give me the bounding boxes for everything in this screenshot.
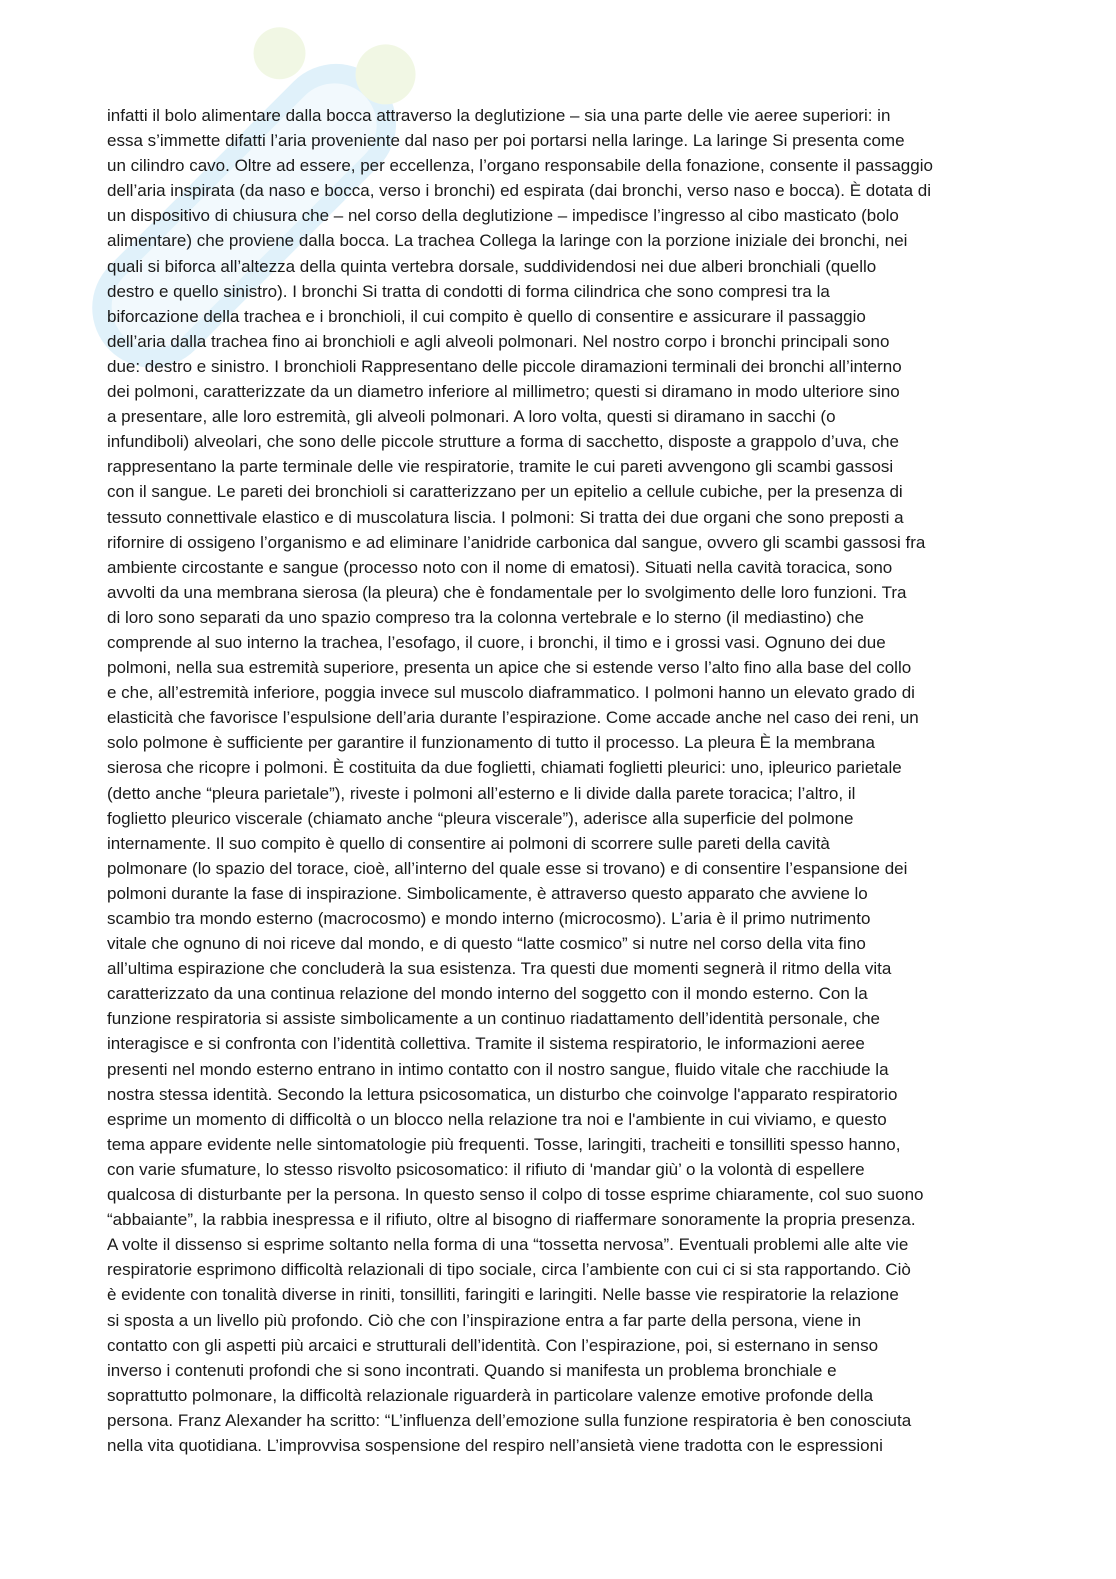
text-line: esprime un momento di difficoltà o un blocco nella relazione tra noi e l'ambiente in cui viviamo, e questo	[107, 1109, 887, 1129]
text-line: qualcosa di disturbante per la persona. In questo senso il colpo di tosse esprime chiaramente, col suo suono	[107, 1185, 924, 1205]
text-line: funzione respiratoria si assiste simbolicamente a un continuo riadattamento dell’identità personale, che	[107, 1009, 880, 1029]
text-line: caratterizzato da una continua relazione del mondo interno del soggetto con il mondo esterno. Con la	[107, 984, 868, 1004]
text-line: elasticità che favorisce l’espulsione dell’aria durante l’espirazione. Come accade anche nel caso dei reni, un	[107, 708, 919, 728]
text-line: A volte il dissenso si esprime soltanto nella forma di una “tossetta nervosa”. Eventuali problemi alle alte vie	[107, 1235, 909, 1255]
text-line: infundiboli) alveolari, che sono delle piccole strutture a forma di sacchetto, disposte a grappolo d’uva, che	[107, 432, 899, 452]
text-line: nostra stessa identità. Secondo la lettura psicosomatica, un disturbo che coinvolge l'apparato respiratorio	[107, 1084, 898, 1104]
text-line: polmoni, nella sua estremità superiore, presenta un apice che si estende verso l’alto fino alla base del collo	[107, 658, 912, 678]
text-line: rappresentano la parte terminale delle vie respiratorie, tramite le cui pareti avvengono gli scambi gassosi	[107, 457, 894, 477]
text-line: persona. Franz Alexander ha scritto: “L’influenza dell’emozione sulla funzione respiratoria è ben conosciuta	[107, 1410, 912, 1430]
text-line: ambiente circostante e sangue (processo noto con il nome di ematosi). Situati nella cavità toracica, sono	[107, 557, 893, 577]
text-line: rifornire di ossigeno l’organismo e ad eliminare l’anidride carbonica dal sangue, ovvero gli scambi gassosi fra	[107, 532, 926, 552]
text-line: infatti il bolo alimentare dalla bocca attraverso la deglutizione – sia una parte delle vie aeree superiori: in	[107, 106, 891, 125]
text-line: soprattutto polmonare, la difficoltà relazionale riguarderà in particolare valenze emotive profonde della	[107, 1385, 874, 1405]
text-line: a presentare, alle loro estremità, gli alveoli polmonari. A loro volta, questi si diramano in sacchi (o	[107, 407, 836, 427]
text-line: respiratorie esprimono difficoltà relazionali di tipo sociale, circa l’ambiente con cui ci si sta rapportando. Ciò	[107, 1260, 911, 1280]
text-line: un dispositivo di chiusura che – nel corso della deglutizione – impedisce l’ingresso al cibo masticato (bolo	[107, 206, 899, 226]
text-line: dell’aria dalla trachea fino ai bronchioli e agli alveoli polmonari. Nel nostro corpo i bronchi principali sono	[107, 331, 890, 351]
text-line: polmonare (lo spazio del torace, cioè, all’interno del quale esse si trovano) e di consentire l’espansione dei	[107, 858, 908, 878]
text-line: inverso i contenuti profondi che si sono incontrati. Quando si manifesta un problema bronchiale e	[107, 1360, 837, 1380]
document-body	[107, 103, 1009, 1503]
text-line: internamente. Il suo compito è quello di consentire ai polmoni di scorrere sulle pareti della cavità	[107, 833, 830, 853]
text-line: (detto anche “pleura parietale”), riveste i polmoni all’esterno e li divide dalla parete toracica; l’altro, il	[107, 783, 856, 803]
text-line: comprende al suo interno la trachea, l’esofago, il cuore, i bronchi, il timo e i grossi vasi. Ognuno dei due	[107, 632, 886, 652]
text-line: foglietto pleurico viscerale (chiamato anche “pleura viscerale”), aderisce alla superficie del polmone	[107, 808, 854, 828]
text-line: e che, all’estremità inferiore, poggia invece sul muscolo diaframmatico. I polmoni hanno un elevato grado di	[107, 683, 915, 703]
text-line: tema appare evidente nelle sintomatologie più frequenti. Tosse, laringiti, tracheiti e tonsilliti spesso hanno,	[107, 1134, 901, 1154]
text-line: con il sangue. Le pareti dei bronchioli si caratterizzano per un epitelio a cellule cubiche, per la presenza di	[107, 482, 903, 502]
text-line: si sposta a un livello più profondo. Ciò che con l’inspirazione entra a far parte della persona, viene in	[107, 1310, 862, 1330]
text-line: dei polmoni, caratterizzate da un diametro inferiore al millimetro; questi si diramano in modo ulteriore sino	[107, 382, 900, 402]
text-line: all’ultima espirazione che concluderà la sua esistenza. Tra questi due momenti segnerà il ritmo della vita	[107, 959, 892, 979]
text-line: “abbaiante”, la rabbia inespressa e il rifiuto, oltre al bisogno di riaffermare sonoramente la propria presenza.	[107, 1210, 916, 1230]
text-line: essa s’immette difatti l’aria proveniente dal naso per poi portarsi nella laringe. La laringe Si presenta come	[107, 131, 905, 151]
text-line: solo polmone è sufficiente per garantire il funzionamento di tutto il processo. La pleura È la membrana	[107, 733, 875, 753]
text-line: di loro sono separati da uno spazio compreso tra la colonna vertebrale e lo sterno (il mediastino) che	[107, 607, 864, 627]
text-line: polmoni durante la fase di inspirazione. Simbolicamente, è attraverso questo apparato che avviene lo	[107, 883, 868, 903]
text-line: nella vita quotidiana. L’improvvisa sospensione del respiro nell’ansietà viene tradotta con le espressioni	[107, 1435, 883, 1455]
text-line: vitale che ognuno di noi riceve dal mondo, e di questo “latte cosmico” si nutre nel corso della vita fino	[107, 934, 866, 954]
text-line: quali si biforca all’altezza della quinta vertebra dorsale, suddividendosi nei due alberi bronchiali (quello	[107, 256, 877, 276]
text-line: interagisce e si confronta con l’identità collettiva. Tramite il sistema respiratorio, le informazioni aeree	[107, 1034, 865, 1054]
text-line: avvolti da una membrana sierosa (la pleura) che è fondamentale per lo svolgimento delle loro funzioni. Tra	[107, 582, 907, 602]
text-line: destro e quello sinistro). I bronchi Si tratta di condotti di forma cilindrica che sono compresi tra la	[107, 281, 830, 301]
text-line: due: destro e sinistro. I bronchioli Rappresentano delle piccole diramazioni terminali dei bronchi all’interno	[107, 356, 902, 376]
text-line: alimentare) che proviene dalla bocca. La trachea Collega la laringe con la porzione iniziale dei bronchi, nei	[107, 231, 908, 251]
text-line: tessuto connettivale elastico e di muscolatura liscia. I polmoni: Si tratta dei due organi che sono preposti a	[107, 507, 904, 527]
text-line: scambio tra mondo esterno (macrocosmo) e mondo interno (microcosmo). L’aria è il primo nutrimento	[107, 909, 871, 928]
text-line: con varie sfumature, lo stesso risvolto psicosomatico: il rifiuto di 'mandar giù’ o la volontà di espellere	[107, 1159, 865, 1179]
text-line: presenti nel mondo esterno entrano in intimo contatto con il nostro sangue, fluido vitale che racchiude la	[107, 1059, 889, 1079]
text-line: dell’aria inspirata (da naso e bocca, verso i bronchi) ed espirata (dai bronchi, verso naso e bocca). È dotata di	[107, 181, 932, 201]
text-line: sierosa che ricopre i polmoni. È costituita da due foglietti, chiamati foglietti pleurici: uno, ipleurico parietale	[107, 758, 902, 778]
text-line: un cilindro cavo. Oltre ad essere, per eccellenza, l’organo responsabile della fonazione, consente il passaggio	[107, 156, 933, 176]
text-line: è evidente con tonalità diverse in riniti, tonsilliti, faringiti e laringiti. Nelle basse vie respiratorie la relazione	[107, 1285, 899, 1305]
text-line: biforcazione della trachea e i bronchioli, il cui compito è quello di consentire e assicurare il passaggio	[107, 306, 866, 326]
text-line: contatto con gli aspetti più arcaici e strutturali dell’identità. Con l’espirazione, poi, si esternano in senso	[107, 1335, 879, 1355]
